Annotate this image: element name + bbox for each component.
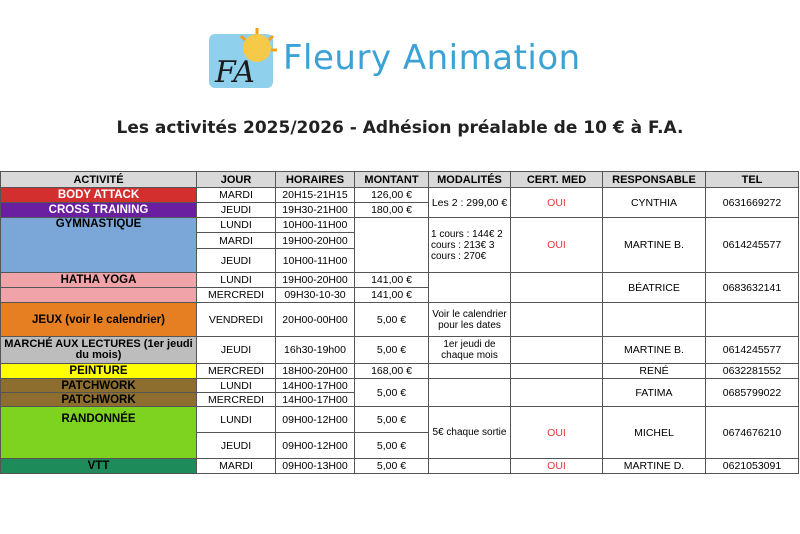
header-cell: MODALITÉS [429,172,511,188]
amount-cell: 168,00 € [355,364,429,379]
activity-cell [1,288,197,303]
header-cell: HORAIRES [276,172,355,188]
day-cell: LUNDI [197,273,276,288]
activity-cell: PEINTURE [1,364,197,379]
hours-cell: 20H15-21H15 [276,188,355,203]
header-cell: JOUR [197,172,276,188]
modality-cell [429,459,511,474]
hours-cell: 20H00-00H00 [276,303,355,337]
cert-cell: OUI [511,459,603,474]
cert-cell: OUI [511,407,603,459]
activity-cell: BODY ATTACK [1,188,197,203]
hours-cell: 16h30-19h00 [276,337,355,364]
modality-cell [429,364,511,379]
modality-cell: 5€ chaque sortie [429,407,511,459]
hours-cell: 10H00-11H00 [276,249,355,273]
header-cell: RESPONSABLE [603,172,706,188]
day-cell: MERCREDI [197,364,276,379]
hours-cell: 18H00-20H00 [276,364,355,379]
modality-cell [429,379,511,407]
responsible-cell: MARTINE B. [603,337,706,364]
responsible-cell: MARTINE B. [603,218,706,273]
day-cell: MARDI [197,188,276,203]
modality-cell: 1er jeudi de chaque mois [429,337,511,364]
header-row [1,172,799,188]
hours-cell: 09H30-10-30 [276,288,355,303]
table-row [1,303,799,337]
amount-cell: 5,00 € [355,459,429,474]
amount-cell: 5,00 € [355,303,429,337]
day-cell: MARDI [197,233,276,249]
brand-name: Fleury Animation [283,38,581,78]
amount-cell: 141,00 € [355,273,429,288]
responsible-cell: CYNTHIA [603,188,706,218]
modality-cell: Les 2 : 299,00 € [429,188,511,218]
hours-cell: 09H00-13H00 [276,459,355,474]
tel-cell: 0683632141 [706,273,799,303]
cert-cell [511,303,603,337]
tel-cell [706,303,799,337]
hours-cell: 14H00-17H00 [276,393,355,407]
tel-cell: 0685799022 [706,379,799,407]
day-cell: JEUDI [197,203,276,218]
table-row [1,379,799,393]
cert-cell [511,364,603,379]
tel-cell: 0631669272 [706,188,799,218]
cert-cell: OUI [511,218,603,273]
amount-cell: 5,00 € [355,337,429,364]
activity-cell: MARCHÉ AUX LECTURES (1er jeudi du mois) [1,337,197,364]
amount-cell: 180,00 € [355,203,429,218]
hours-cell: 10H00-11H00 [276,218,355,233]
responsible-cell: FATIMA [603,379,706,407]
table-row [1,188,799,203]
header-cell: CERT. MED [511,172,603,188]
day-cell: VENDREDI [197,303,276,337]
activity-cell: PATCHWORK [1,393,197,407]
table-row [1,459,799,474]
activity-cell: GYMNASTIQUE [1,218,197,273]
logo-badge [205,26,281,96]
activities-table [0,171,799,474]
responsible-cell: RENÉ [603,364,706,379]
hours-cell: 14H00-17H00 [276,379,355,393]
responsible-cell: MARTINE D. [603,459,706,474]
table-row [1,407,799,433]
logo [205,26,605,106]
modality-cell: Voir le calendrier pour les dates [429,303,511,337]
day-cell: MERCREDI [197,288,276,303]
cert-cell [511,337,603,364]
day-cell: JEUDI [197,249,276,273]
activity-cell: PATCHWORK [1,379,197,393]
day-cell: MERCREDI [197,393,276,407]
table-row [1,273,799,288]
logo-initials: FA [215,55,255,90]
day-cell: JEUDI [197,337,276,364]
amount-cell: 5,00 € [355,379,429,407]
table-row [1,218,799,233]
tel-cell: 0674676210 [706,407,799,459]
modality-cell: 1 cours : 144€ 2 cours : 213€ 3 cours : 270€ [429,218,511,273]
day-cell: JEUDI [197,433,276,459]
tel-cell: 0614245577 [706,337,799,364]
header-cell: ACTIVITÉ [1,172,197,188]
hours-cell: 09H00-12H00 [276,407,355,433]
hours-cell: 19H30-21H00 [276,203,355,218]
activity-cell: RANDONNÉE [1,407,197,459]
header-cell: TEL [706,172,799,188]
modality-cell [429,273,511,303]
day-cell: LUNDI [197,218,276,233]
day-cell: LUNDI [197,379,276,393]
hours-cell: 19H00-20H00 [276,273,355,288]
page-title: Les activités 2025/2026 - Adhésion préalable de 10 € à F.A. [116,118,684,138]
activity-cell: JEUX (voir le calendrier) [1,303,197,337]
amount-cell: 5,00 € [355,433,429,459]
activity-cell: HATHA YOGA [1,273,197,288]
responsible-cell: BÉATRICE [603,273,706,303]
cert-cell [511,273,603,303]
tel-cell: 0632281552 [706,364,799,379]
table-row [1,337,799,364]
tel-cell: 0621053091 [706,459,799,474]
amount-cell [355,218,429,273]
amount-cell: 141,00 € [355,288,429,303]
amount-cell: 5,00 € [355,407,429,433]
day-cell: LUNDI [197,407,276,433]
day-cell: MARDI [197,459,276,474]
cert-cell: OUI [511,188,603,218]
tel-cell: 0614245577 [706,218,799,273]
hours-cell: 19H00-20H00 [276,233,355,249]
responsible-cell: MICHEL [603,407,706,459]
activity-cell: CROSS TRAINING [1,203,197,218]
hours-cell: 09H00-12H00 [276,433,355,459]
header-cell: MONTANT [355,172,429,188]
amount-cell: 126,00 € [355,188,429,203]
table-row [1,364,799,379]
cert-cell [511,379,603,407]
responsible-cell [603,303,706,337]
activity-cell: VTT [1,459,197,474]
